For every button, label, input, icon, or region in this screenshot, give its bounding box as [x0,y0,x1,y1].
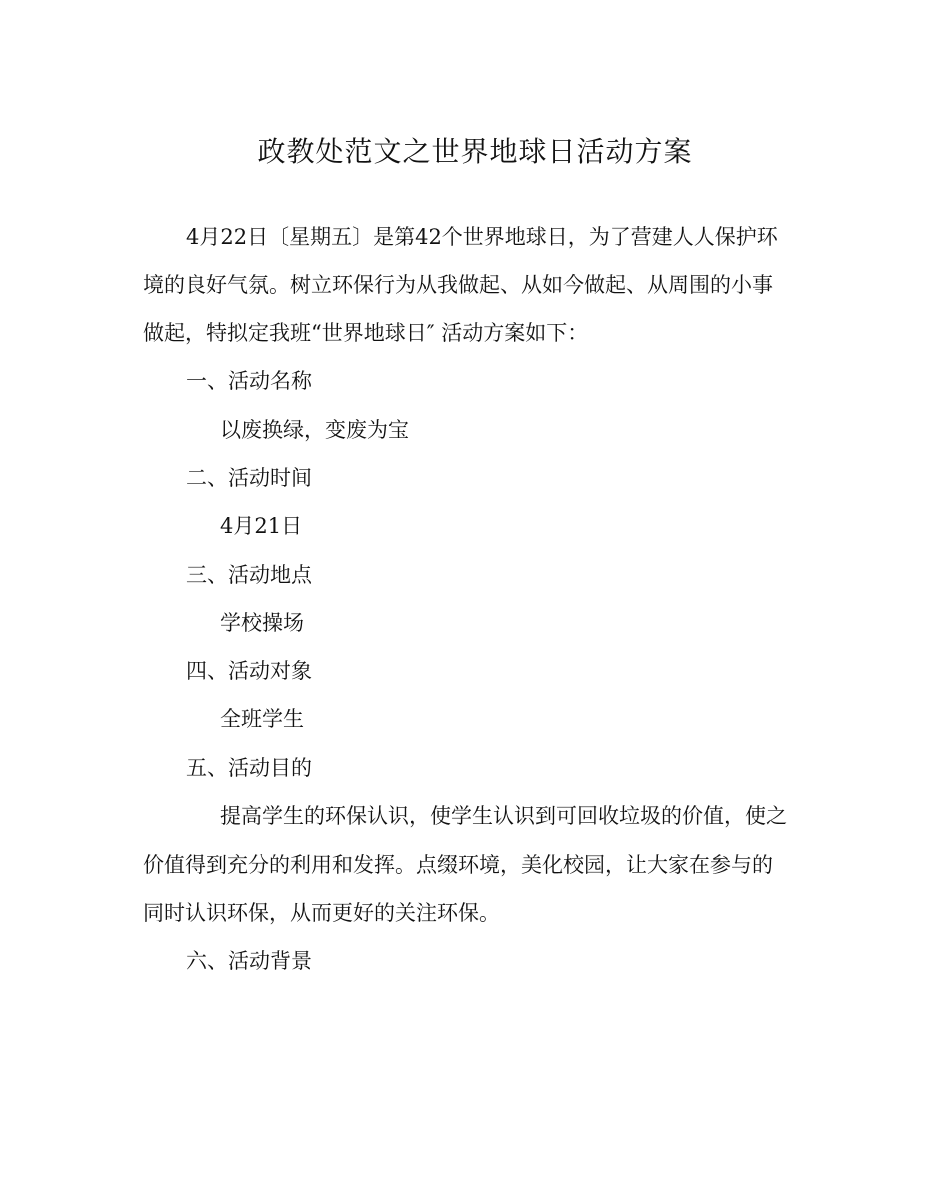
intro-line-3: 做起，特拟定我班“世界地球日″ 活动方案如下： [143,321,589,345]
section-heading-location: 三、活动地点 [186,563,312,587]
section-content-audience: 全班学生 [220,707,304,731]
purpose-line-2: 价值得到充分的利用和发挥。点缀环境，美化校园，让大家在参与的 [143,853,773,877]
section-content-name: 以废换绿，变废为宝 [220,418,409,442]
purpose-line-1: 提高学生的环保认识，使学生认识到可回收垃圾的价值，使之 [220,804,787,828]
purpose-line-3: 同时认识环保，从而更好的关注环保。 [143,901,500,925]
section-heading-audience: 四、活动对象 [186,659,312,683]
document-title: 政教处范文之世界地球日活动方案 [257,135,693,168]
intro-line-2: 境的良好气氛。树立环保行为从我做起、从如今做起、从周围的小事 [143,273,773,297]
section-heading-background: 六、活动背景 [186,949,312,973]
section-heading-time: 二、活动时间 [186,466,312,490]
section-heading-name: 一、活动名称 [186,369,312,393]
section-content-time: 4月21日 [220,514,303,538]
section-heading-purpose: 五、活动目的 [186,756,312,780]
intro-line-1: 4月22日〔星期五〕是第42个世界地球日，为了营建人人保护环 [186,225,778,249]
section-content-location: 学校操场 [220,611,304,635]
